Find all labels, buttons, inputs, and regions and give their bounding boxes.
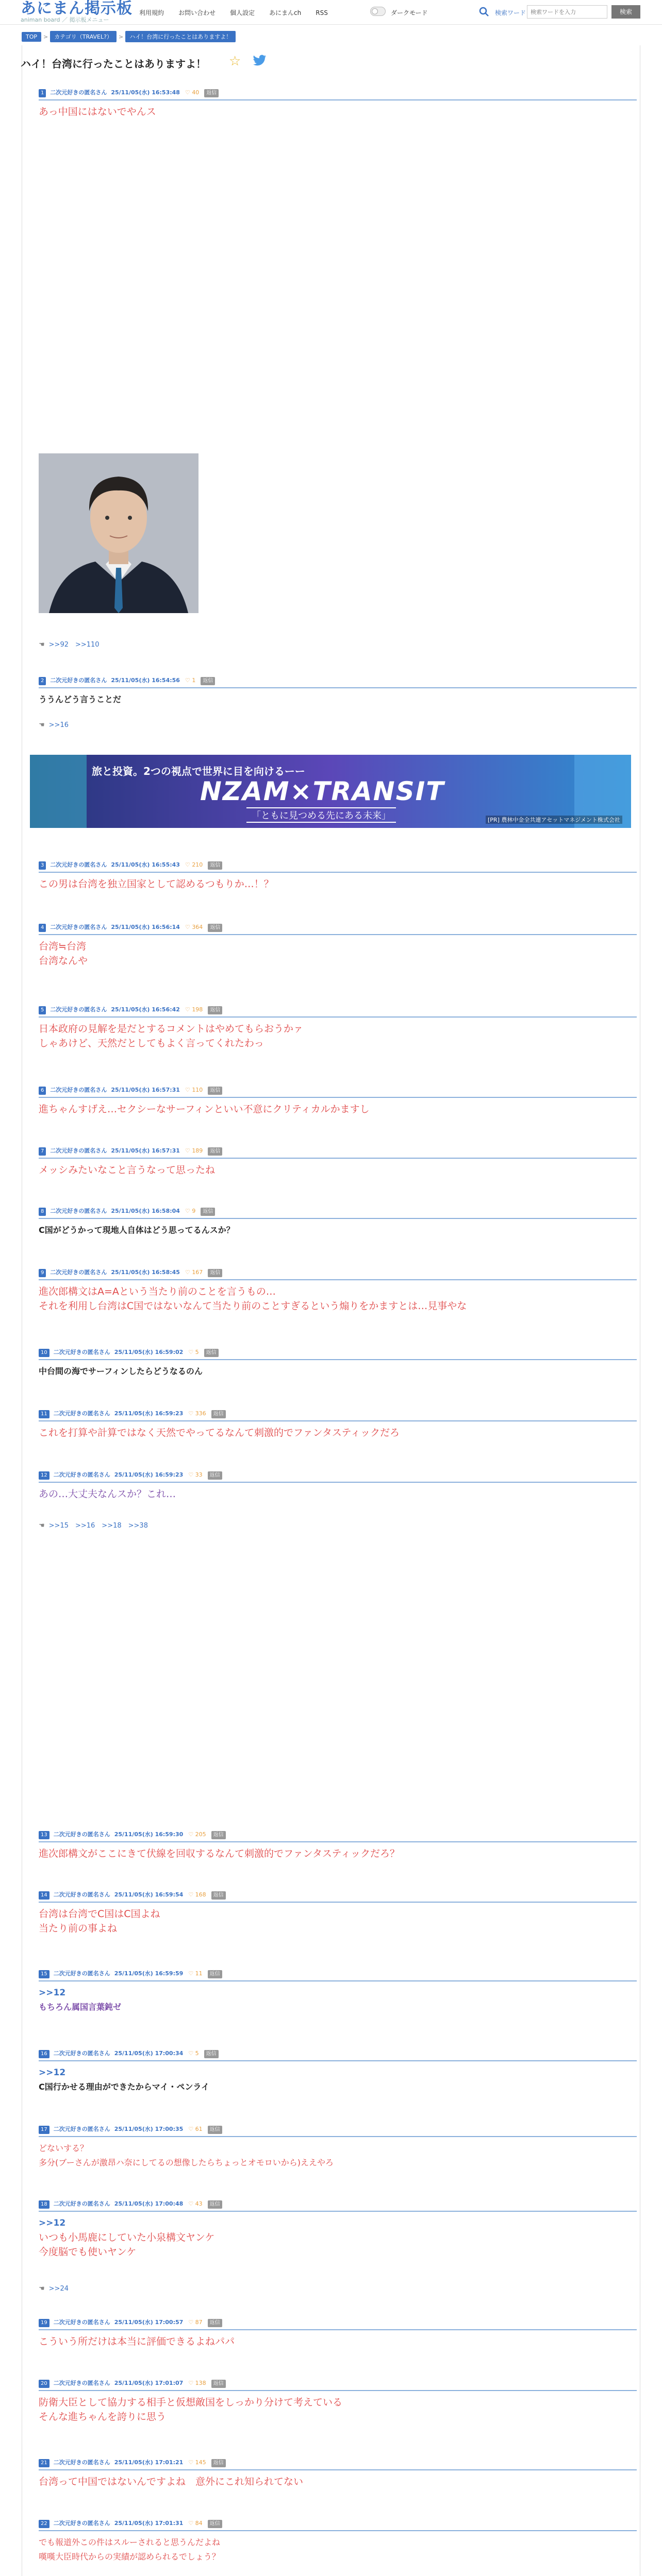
- post-line: この男は台湾を独立国家として認めるつもりか…！？: [39, 878, 274, 890]
- nav-rss[interactable]: RSS: [316, 9, 328, 16]
- nav-settings[interactable]: 個人設定: [230, 9, 255, 16]
- post-number[interactable]: 8: [39, 1208, 46, 1216]
- reply-icon: ☚: [39, 721, 45, 729]
- post-line: こういう所だけは本当に評価できるよねパパ: [39, 2336, 235, 2347]
- like-count[interactable]: ♡ 5: [188, 1349, 199, 1355]
- post-line: そんな進ちゃんを誇りに思う: [39, 2411, 167, 2422]
- post-date: 25/11/05(水) 16:54:56: [111, 677, 180, 684]
- post-meta: [39, 2318, 637, 2330]
- post-line: しゃあけど、天然だとしてもよく言ってくれたわっ: [39, 1038, 264, 1049]
- post-meta: [39, 2519, 637, 2531]
- like-count-value: 364: [192, 924, 203, 930]
- post: [39, 2519, 637, 2564]
- post-number[interactable]: 17: [39, 2126, 49, 2134]
- post-meta: [39, 1086, 637, 1098]
- post-meta: [39, 2125, 637, 2137]
- post-name: 二次元好きの匿名さん: [53, 2050, 110, 2057]
- post-date: 25/11/05(水) 16:58:45: [111, 1269, 180, 1276]
- post-line: 日本政府の見解を是だとするコメントはやめてもらおうかァ: [39, 1023, 304, 1035]
- like-count-value: 5: [195, 2050, 199, 2057]
- reply-button[interactable]: 返信: [208, 1269, 222, 1277]
- post-meta: [39, 1410, 637, 1421]
- reply-anchors[interactable]: >>24: [48, 2285, 69, 2293]
- post-meta: [39, 1471, 637, 1483]
- post: [39, 2379, 637, 2424]
- like-count-value: 205: [195, 1831, 206, 1838]
- post-line: 防衛大臣として協力する相手と仮想敵国をしっかり分けて考えている: [39, 2397, 343, 2408]
- like-count-value: 210: [192, 861, 203, 868]
- post-name: 二次元好きの匿名さん: [50, 89, 107, 96]
- post-name: 二次元好きの匿名さん: [53, 1410, 110, 1417]
- like-count[interactable]: ♡ 189: [185, 1147, 203, 1154]
- post-meta: [39, 1891, 637, 1903]
- post-body: [39, 939, 637, 968]
- search-input[interactable]: [527, 5, 607, 19]
- nav-terms[interactable]: 利用規約: [139, 9, 164, 16]
- post: [39, 861, 637, 891]
- post-name: 二次元好きの匿名さん: [50, 1269, 107, 1276]
- favorite-star-icon[interactable]: ☆: [229, 54, 241, 69]
- thread-title: ハイ！台湾に行ったことはありますよ！: [21, 58, 206, 70]
- breadcrumb-category[interactable]: カテゴリ（TRAVEL?）: [50, 31, 117, 42]
- post-line: でも報道外この件はスルーされると思うんだよね: [39, 2537, 221, 2547]
- post-body: [39, 2141, 637, 2170]
- post-number[interactable]: 10: [39, 1349, 49, 1357]
- post-meta: [39, 1970, 637, 1981]
- post-line: 中台間の海でサーフィンしたらどうなるのん: [39, 1366, 203, 1376]
- post-date: 25/11/05(水) 16:56:14: [111, 924, 180, 930]
- post-line: あの…大丈夫なんスか？これ…: [39, 1488, 176, 1500]
- post-line: 進ちゃんすげえ…セクシーなサーフィンといい不意にクリティカルかますし: [39, 1104, 370, 1115]
- post-number[interactable]: 16: [39, 2050, 49, 2058]
- post-date: 25/11/05(水) 17:00:35: [114, 2126, 184, 2132]
- reply-links: [39, 721, 69, 729]
- reply-button[interactable]: 返信: [208, 2200, 222, 2209]
- post-date: 25/11/05(水) 17:00:57: [114, 2319, 184, 2326]
- post-line: 進次郎構文がここにきて伏線を回収するなんて刺激的でファンタスティックだろ？: [39, 1848, 400, 1859]
- post-date: 25/11/05(水) 16:53:48: [111, 89, 180, 96]
- like-count[interactable]: ♡ 40: [185, 89, 200, 96]
- banner-pr: [PR] 農林中金全共連アセットマネジメント株式会社: [486, 816, 622, 824]
- reply-button[interactable]: 返信: [208, 1970, 222, 1978]
- post-number[interactable]: 19: [39, 2319, 49, 2327]
- post-body: [39, 1102, 637, 1116]
- post-date: 25/11/05(水) 16:59:54: [114, 1891, 184, 1898]
- post-name: 二次元好きの匿名さん: [53, 2126, 110, 2132]
- twitter-bird-icon[interactable]: [253, 54, 267, 67]
- like-count[interactable]: ♡ 84: [188, 2520, 203, 2527]
- post: [39, 1006, 637, 1050]
- like-count-value: 87: [195, 2319, 203, 2326]
- like-count[interactable]: ♡ 5: [188, 2050, 199, 2057]
- reply-button[interactable]: 返信: [208, 1006, 222, 1014]
- post-number[interactable]: 12: [39, 1471, 49, 1480]
- post: [39, 2125, 637, 2170]
- post-body: [39, 1487, 637, 1501]
- post-date: 25/11/05(水) 16:59:02: [114, 1349, 184, 1355]
- post-date: 25/11/05(水) 16:56:42: [111, 1006, 180, 1013]
- post-name: 二次元好きの匿名さん: [50, 924, 107, 930]
- post-name: 二次元好きの匿名さん: [53, 2380, 110, 2386]
- like-count[interactable]: ♡ 61: [188, 2126, 203, 2132]
- post-image[interactable]: [39, 453, 198, 613]
- post: [39, 1268, 637, 1313]
- post-body: [39, 1426, 637, 1440]
- post-meta: [39, 676, 637, 688]
- like-count[interactable]: ♡ 9: [185, 1208, 196, 1214]
- breadcrumb-top[interactable]: TOP: [22, 32, 41, 42]
- like-count[interactable]: ♡ 210: [185, 861, 203, 868]
- nav-contact[interactable]: お問い合わせ: [178, 9, 216, 16]
- post-body: [39, 2535, 637, 2564]
- post-name: 二次元好きの匿名さん: [53, 1831, 110, 1838]
- post: [39, 1086, 637, 1116]
- post-date: 25/11/05(水) 16:59:23: [114, 1471, 184, 1478]
- post-meta: [39, 1147, 637, 1159]
- post-meta: [39, 2379, 637, 2391]
- post: [39, 2200, 637, 2259]
- like-count-value: 9: [192, 1208, 196, 1214]
- post: [39, 1410, 637, 1440]
- post-line: それを利用し台湾はC国ではないなんて当たり前のことすぎるという煽りをかますとは…見事やな: [39, 1300, 467, 1312]
- post: [39, 1348, 637, 1379]
- post-date: 25/11/05(水) 16:57:31: [111, 1147, 180, 1154]
- like-count[interactable]: ♡ 11: [188, 1970, 203, 1977]
- post-meta: [39, 1207, 637, 1219]
- like-count[interactable]: ♡ 87: [188, 2319, 203, 2326]
- reply-links: [39, 1520, 148, 1530]
- banner-line3: 「ともに見つめる先にある未来」: [246, 807, 396, 823]
- reply-icon: ☚: [39, 1522, 45, 1530]
- reply-button[interactable]: 返信: [211, 2380, 226, 2388]
- reply-button[interactable]: 返信: [201, 677, 215, 685]
- post-date: 25/11/05(水) 17:01:07: [114, 2380, 184, 2386]
- like-count[interactable]: ♡ 43: [188, 2200, 203, 2207]
- post-line: 台湾なんや: [39, 955, 88, 967]
- post-meta: [39, 1348, 637, 1360]
- like-count[interactable]: ♡ 336: [188, 1410, 206, 1417]
- post-body: [39, 692, 637, 707]
- post-date: 25/11/05(水) 16:59:59: [114, 1970, 184, 1977]
- post-date: 25/11/05(水) 16:57:31: [111, 1087, 180, 1093]
- like-count-value: 110: [192, 1087, 203, 1093]
- reply-button[interactable]: 返信: [208, 2319, 222, 2327]
- post-name: 二次元好きの匿名さん: [53, 1471, 110, 1478]
- reply-button[interactable]: 返信: [208, 924, 222, 932]
- post-line: 多分(ブーさんが激昂ハ奈にしてるの想像したらちょっとオモロいから)ええやろ: [39, 2158, 334, 2167]
- like-count-value: 11: [195, 1970, 203, 1977]
- post-body: [39, 2395, 637, 2424]
- post-line: 台湾は台湾でC国はC国よね: [39, 1908, 160, 1920]
- post-name: 二次元好きの匿名さん: [50, 861, 107, 868]
- post-date: 25/11/05(水) 16:59:23: [114, 1410, 184, 1417]
- like-count-value: 84: [195, 2520, 203, 2527]
- post-body: [39, 2216, 637, 2259]
- reply-button[interactable]: 返信: [204, 2050, 219, 2058]
- post-number[interactable]: 3: [39, 861, 46, 870]
- like-count-value: 138: [195, 2380, 206, 2386]
- post-number[interactable]: 20: [39, 2380, 49, 2388]
- post-body: [39, 1846, 637, 1861]
- like-count-value: 5: [195, 1349, 199, 1355]
- post-body: [39, 1223, 637, 1238]
- post-body: [39, 2065, 637, 2094]
- like-count[interactable]: ♡ 198: [185, 1006, 203, 1013]
- like-count[interactable]: ♡ 167: [185, 1269, 203, 1276]
- search-label-text2: ワード: [507, 9, 526, 16]
- post-line: 進次郎構文はA=Aという当たり前のことを言うもの…: [39, 1286, 276, 1297]
- post: [39, 2049, 637, 2094]
- post: [39, 89, 637, 119]
- post-body: [39, 1163, 637, 1177]
- like-count[interactable]: ♡ 138: [188, 2380, 206, 2386]
- post-date: 25/11/05(水) 16:59:30: [114, 1831, 184, 1838]
- post-name: 二次元好きの匿名さん: [50, 1087, 107, 1093]
- post-date: 25/11/05(水) 17:01:21: [114, 2459, 184, 2466]
- post: [39, 1891, 637, 1936]
- dark-mode-label: ダークモード: [391, 9, 428, 16]
- reply-button[interactable]: 返信: [211, 1410, 226, 1418]
- site-logo[interactable]: [21, 1, 133, 23]
- reply-button[interactable]: 返信: [208, 1471, 222, 1480]
- reply-button[interactable]: 返信: [211, 2459, 226, 2467]
- search-label: [495, 8, 526, 17]
- post-anchor[interactable]: >>12: [39, 1988, 66, 1998]
- post-body: [39, 1907, 637, 1936]
- post-name: 二次元好きの匿名さん: [53, 1891, 110, 1898]
- reply-icon: ☚: [39, 641, 45, 649]
- post-number[interactable]: 15: [39, 1970, 49, 1978]
- like-count[interactable]: ♡ 1: [185, 677, 196, 684]
- post-body: [39, 1986, 637, 2014]
- like-count-value: 189: [192, 1147, 203, 1154]
- post-line: どないする？: [39, 2143, 89, 2153]
- post: [39, 2318, 637, 2349]
- like-count[interactable]: ♡ 364: [185, 924, 203, 930]
- post: [39, 1207, 637, 1238]
- post-name: 二次元好きの匿名さん: [50, 1208, 107, 1214]
- post-body: [39, 1284, 637, 1313]
- like-count[interactable]: ♡ 168: [188, 1891, 206, 1898]
- post-number[interactable]: 7: [39, 1147, 46, 1156]
- banner-line2: NZAM×TRANSIT: [200, 776, 445, 806]
- post-number[interactable]: 18: [39, 2200, 49, 2209]
- logo-subtitle: animan board ／ 掲示板メニュー: [21, 16, 109, 23]
- post-number[interactable]: 5: [39, 1006, 46, 1014]
- post-meta: [39, 89, 637, 100]
- post-line: ううんどう言うことだ: [39, 694, 122, 704]
- post-number[interactable]: 2: [39, 677, 46, 685]
- post-meta: [39, 861, 637, 873]
- reply-button[interactable]: 返信: [201, 1208, 215, 1216]
- search-button[interactable]: 検索: [611, 5, 640, 19]
- post-meta: [39, 2459, 637, 2470]
- post-date: 25/11/05(水) 17:00:34: [114, 2050, 184, 2057]
- reply-anchors[interactable]: >>92 >>110: [48, 641, 100, 649]
- post-line: あっ中国にはないでやんス: [39, 106, 156, 117]
- post-meta: [39, 923, 637, 935]
- post-name: 二次元好きの匿名さん: [50, 677, 107, 684]
- reply-button[interactable]: 返信: [208, 1147, 222, 1156]
- post: [39, 676, 637, 707]
- post-name: 二次元好きの匿名さん: [53, 1349, 110, 1355]
- post-meta: [39, 2049, 637, 2061]
- like-count-value: 145: [195, 2459, 206, 2466]
- like-count[interactable]: ♡ 110: [185, 1087, 203, 1093]
- like-count-value: 61: [195, 2126, 203, 2132]
- post-name: 二次元好きの匿名さん: [53, 1970, 110, 1977]
- post-line: メッシみたいなこと言うなって思ったね: [39, 1164, 216, 1176]
- person-photo-icon: [39, 453, 198, 613]
- like-count-value: 1: [192, 677, 196, 684]
- post-number[interactable]: 4: [39, 924, 46, 932]
- post: [39, 1147, 637, 1177]
- like-count-value: 43: [195, 2200, 203, 2207]
- like-count[interactable]: ♡ 33: [188, 1471, 203, 1478]
- reply-button[interactable]: 返信: [211, 1891, 226, 1900]
- search-icon: [478, 6, 490, 18]
- reply-button[interactable]: 返信: [211, 1831, 226, 1839]
- post-line: 嘆嘆大臣時代からの実績が認められるでしょう？: [39, 2552, 220, 2562]
- post-number[interactable]: 13: [39, 1831, 49, 1839]
- site-header: [0, 0, 662, 25]
- banner-line1: 旅と投資。2つの視点で世界に目を向けるーー: [92, 765, 305, 777]
- post-date: 25/11/05(水) 17:00:48: [114, 2200, 184, 2207]
- post-name: 二次元好きの匿名さん: [50, 1006, 107, 1013]
- like-count-value: 40: [192, 89, 200, 96]
- post-line: C国がどうかって現地人自体はどう思ってるんスか？: [39, 1225, 235, 1235]
- post-body: [39, 2475, 637, 2489]
- post-name: 二次元好きの匿名さん: [53, 2459, 110, 2466]
- post-anchor[interactable]: >>12: [39, 2218, 66, 2228]
- like-count-value: 198: [192, 1006, 203, 1013]
- post-meta: [39, 1006, 637, 1018]
- post-number[interactable]: 11: [39, 1410, 49, 1418]
- reply-button[interactable]: 返信: [208, 861, 222, 870]
- post-anchor[interactable]: >>12: [39, 2067, 66, 2078]
- post-name: 二次元好きの匿名さん: [53, 2319, 110, 2326]
- post: [39, 1831, 637, 1861]
- post: [39, 923, 637, 968]
- post-meta: [39, 1831, 637, 1842]
- like-count[interactable]: ♡ 145: [188, 2459, 206, 2466]
- post-date: 25/11/05(水) 16:55:43: [111, 861, 180, 868]
- post-line: これを打算や計算ではなく天然でやってるなんて刺激的でファンタスティックだろ: [39, 1427, 400, 1438]
- like-count-value: 168: [195, 1891, 206, 1898]
- post-date: 25/11/05(水) 16:58:04: [111, 1208, 180, 1214]
- reply-button[interactable]: 返信: [208, 1087, 222, 1095]
- post-line: C国行かせる理由ができたからマイ・ペンライ: [39, 2082, 209, 2092]
- post-name: 二次元好きの匿名さん: [53, 2520, 110, 2527]
- post-body: [39, 105, 637, 119]
- post-body: [39, 877, 637, 891]
- post: [39, 1471, 637, 1501]
- post-meta: [39, 1268, 637, 1280]
- reply-anchors[interactable]: >>16: [48, 721, 69, 729]
- header-nav: [139, 8, 342, 17]
- post-name: 二次元好きの匿名さん: [50, 1147, 107, 1154]
- post: [39, 2459, 637, 2489]
- post-number[interactable]: 6: [39, 1087, 46, 1095]
- post-line: 当たり前の事よね: [39, 1923, 118, 1934]
- like-count[interactable]: ♡ 205: [188, 1831, 206, 1838]
- post-name: 二次元好きの匿名さん: [53, 2200, 110, 2207]
- post-line: いつも小馬鹿にしていた小泉構文ヤンケ: [39, 2232, 215, 2243]
- reply-button[interactable]: 返信: [204, 89, 219, 97]
- post: [39, 1970, 637, 2014]
- post-line: 台湾って中国ではないんですよね 意外にこれ知られてない: [39, 2476, 304, 2487]
- post-body: [39, 1022, 637, 1050]
- reply-links: [39, 639, 100, 649]
- reply-icon: ☚: [39, 2285, 45, 2293]
- post-number[interactable]: 14: [39, 1891, 49, 1900]
- dark-mode-toggle[interactable]: [370, 7, 386, 16]
- reply-anchors[interactable]: >>15 >>16 >>18 >>38: [48, 1522, 148, 1530]
- like-count-value: 336: [195, 1410, 206, 1417]
- breadcrumb-thread[interactable]: ハイ！台湾に行ったことはありますよ！: [125, 31, 236, 42]
- post-number[interactable]: 22: [39, 2520, 49, 2528]
- logo-text: あにまん掲示板: [21, 0, 133, 18]
- reply-links: [39, 2285, 69, 2293]
- post-line: 今度脳でも使いヤンケ: [39, 2246, 137, 2258]
- reply-button[interactable]: 返信: [204, 1349, 219, 1357]
- reply-button[interactable]: 返信: [208, 2126, 222, 2134]
- nav-animanch[interactable]: あにまんch: [269, 9, 302, 16]
- post-date: 25/11/05(水) 17:01:31: [114, 2520, 184, 2527]
- post-body: [39, 1364, 637, 1379]
- post-meta: [39, 2200, 637, 2212]
- search-label-text: 検索: [495, 9, 508, 16]
- post-line: 台湾≒台湾: [39, 941, 86, 952]
- post-line: もちろん属国言葉鈍ゼ: [39, 2002, 122, 2012]
- like-count-value: 167: [192, 1269, 203, 1276]
- post-number[interactable]: 1: [39, 89, 46, 97]
- advertisement-banner[interactable]: [30, 755, 631, 828]
- breadcrumb: TOP > カテゴリ（TRAVEL?） > ハイ！台湾に行ったことはありますよ！: [22, 31, 238, 42]
- post-number[interactable]: 9: [39, 1269, 46, 1277]
- like-count-value: 33: [195, 1471, 203, 1478]
- reply-button[interactable]: 返信: [208, 2520, 222, 2528]
- post-number[interactable]: 21: [39, 2459, 49, 2467]
- post-body: [39, 2334, 637, 2349]
